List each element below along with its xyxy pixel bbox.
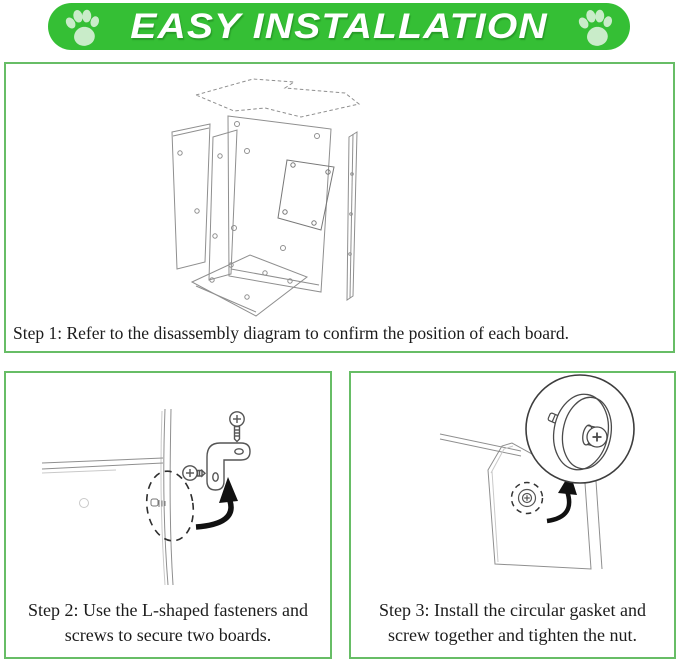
top-board [196,79,359,117]
step3-panel [349,371,676,659]
fastener-diagram [6,373,330,587]
back-board [228,116,331,292]
side-board-a [172,124,210,269]
step2-caption-line2: screws to secure two boards. [64,625,272,646]
step2-panel [4,371,332,659]
banner [48,3,630,50]
step1-caption: Step 1: Refer to the disassembly diagram to confirm the position of each board. [13,323,569,343]
exploded-diagram [6,64,673,317]
magnifier-circle-icon [526,375,634,483]
screw-top-icon [230,412,244,442]
banner-title: EASY INSTALLATION [130,6,548,46]
horizontal-board [42,458,163,508]
side-board-b [209,130,237,280]
vertical-board [161,409,173,585]
step3-caption-line2: screw together and tighten the nut. [388,625,637,646]
edge-board [347,132,357,300]
step3-caption [351,598,674,649]
gasket-diagram [351,373,674,587]
joint-screw [151,499,165,507]
step2-caption [6,598,330,649]
step3-caption-line1: Step 3: Install the circular gasket and [379,599,646,620]
screw-side-icon [183,466,205,480]
step2-caption-line1: Step 2: Use the L-shaped fasteners and [28,599,308,620]
installed-gasket [512,483,543,514]
step1-panel [4,62,675,353]
